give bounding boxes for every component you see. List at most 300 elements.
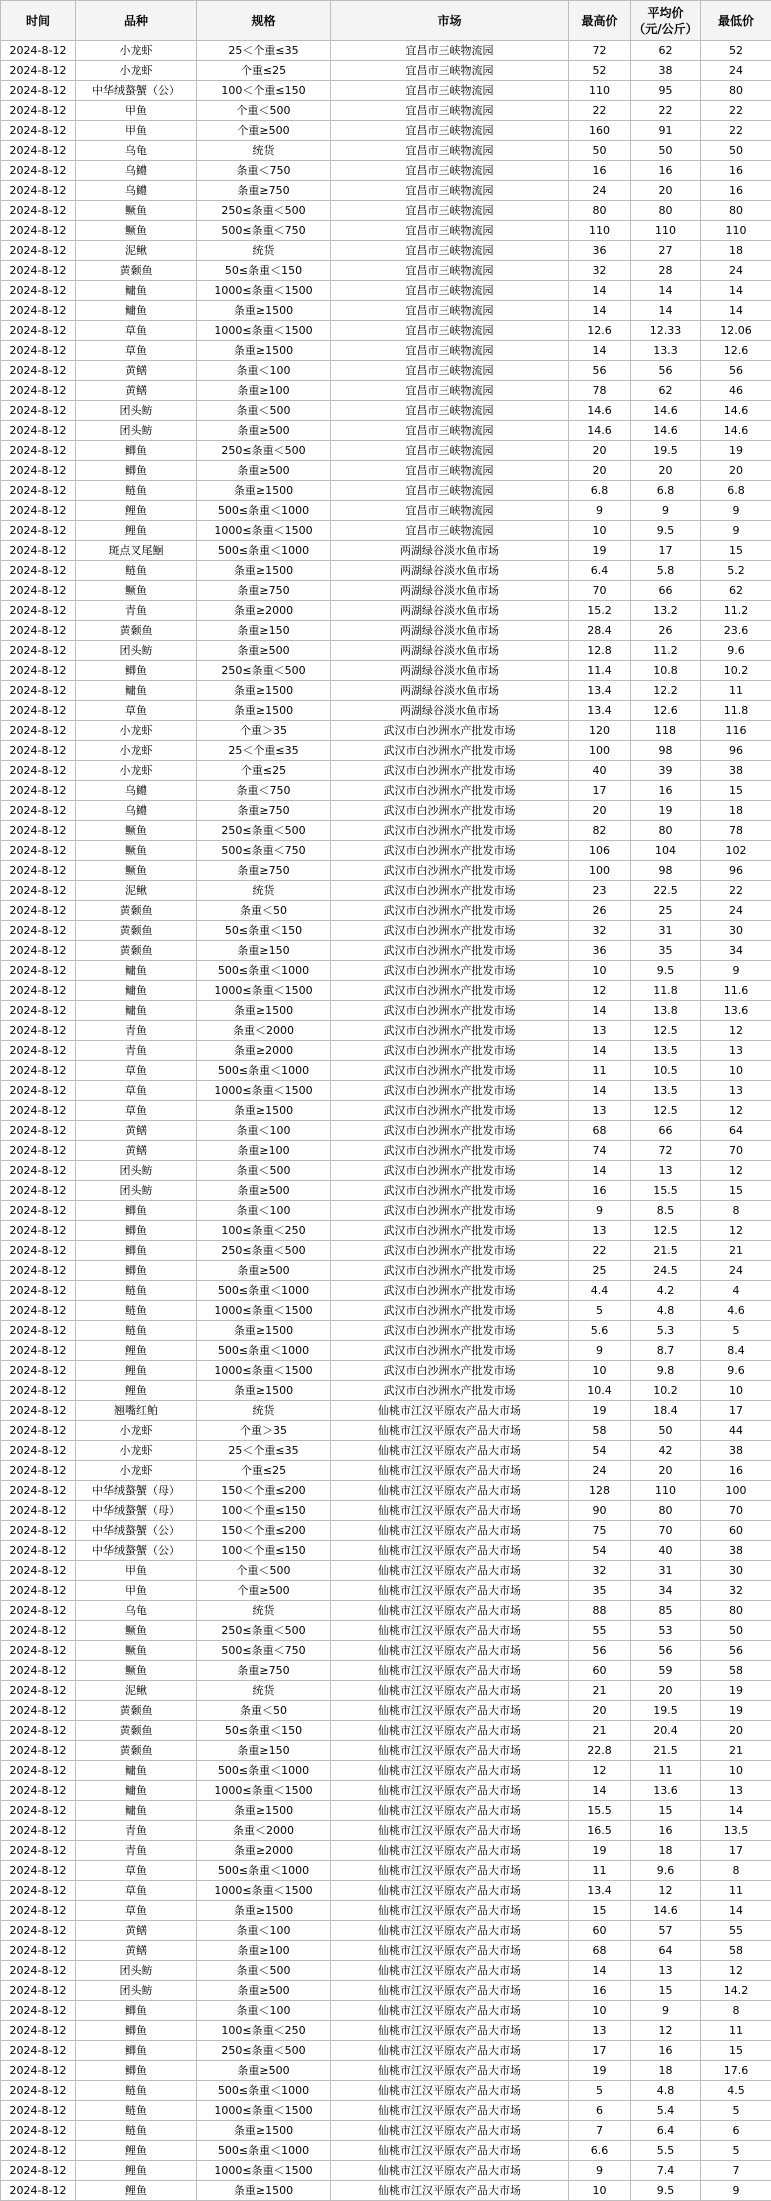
cell-market: 仙桃市江汉平原农产品大市场 [331, 1801, 569, 1821]
cell-avg-price: 28 [631, 261, 701, 281]
cell-variety: 小龙虾 [76, 1421, 197, 1441]
cell-min-price: 64 [701, 1121, 771, 1141]
cell-max-price: 110 [569, 81, 631, 101]
cell-min-price: 38 [701, 1441, 771, 1461]
cell-variety: 团头鲂 [76, 641, 197, 661]
cell-avg-price: 12 [631, 1881, 701, 1901]
cell-max-price: 24 [569, 181, 631, 201]
header-max-price: 最高价 [569, 1, 631, 41]
cell-spec: 100≤条重＜250 [197, 2021, 331, 2041]
cell-variety: 鲫鱼 [76, 461, 197, 481]
cell-avg-price: 110 [631, 1481, 701, 1501]
cell-market: 仙桃市江汉平原农产品大市场 [331, 1721, 569, 1741]
cell-market: 仙桃市江汉平原农产品大市场 [331, 1461, 569, 1481]
cell-time: 2024-8-12 [1, 1701, 76, 1721]
table-row [1, 941, 771, 961]
cell-max-price: 5 [569, 1301, 631, 1321]
cell-variety: 团头鲂 [76, 1981, 197, 2001]
cell-max-price: 9 [569, 1341, 631, 1361]
cell-variety: 鲫鱼 [76, 2041, 197, 2061]
cell-avg-price: 20 [631, 181, 701, 201]
cell-avg-price: 16 [631, 781, 701, 801]
cell-time: 2024-8-12 [1, 361, 76, 381]
cell-time: 2024-8-12 [1, 601, 76, 621]
cell-max-price: 14 [569, 1781, 631, 1801]
table-row [1, 1161, 771, 1181]
cell-time: 2024-8-12 [1, 1421, 76, 1441]
cell-max-price: 106 [569, 841, 631, 861]
cell-time: 2024-8-12 [1, 2041, 76, 2061]
cell-max-price: 52 [569, 61, 631, 81]
cell-avg-price: 12.6 [631, 701, 701, 721]
cell-time: 2024-8-12 [1, 721, 76, 741]
cell-min-price: 52 [701, 41, 771, 61]
cell-avg-price: 11.8 [631, 981, 701, 1001]
cell-spec: 25＜个重≤35 [197, 1441, 331, 1461]
cell-max-price: 14 [569, 1161, 631, 1181]
cell-avg-price: 56 [631, 1641, 701, 1661]
cell-market: 仙桃市江汉平原农产品大市场 [331, 2141, 569, 2161]
cell-variety: 鲫鱼 [76, 1221, 197, 1241]
cell-avg-price: 50 [631, 141, 701, 161]
cell-market: 仙桃市江汉平原农产品大市场 [331, 2081, 569, 2101]
table-row [1, 521, 771, 541]
cell-spec: 个重＜500 [197, 101, 331, 121]
table-row [1, 1541, 771, 1561]
cell-market: 仙桃市江汉平原农产品大市场 [331, 1821, 569, 1841]
cell-market: 武汉市白沙洲水产批发市场 [331, 1221, 569, 1241]
cell-market: 仙桃市江汉平原农产品大市场 [331, 1521, 569, 1541]
cell-avg-price: 40 [631, 1541, 701, 1561]
table-row [1, 2101, 771, 2121]
table-row [1, 81, 771, 101]
cell-max-price: 128 [569, 1481, 631, 1501]
cell-min-price: 17 [701, 1401, 771, 1421]
cell-spec: 250≤条重＜500 [197, 661, 331, 681]
cell-market: 武汉市白沙洲水产批发市场 [331, 1261, 569, 1281]
cell-market: 武汉市白沙洲水产批发市场 [331, 1321, 569, 1341]
cell-avg-price: 19.5 [631, 1701, 701, 1721]
cell-avg-price: 10.2 [631, 1381, 701, 1401]
table-row [1, 141, 771, 161]
cell-avg-price: 8.5 [631, 1201, 701, 1221]
cell-max-price: 17 [569, 781, 631, 801]
cell-max-price: 32 [569, 921, 631, 941]
cell-min-price: 9 [701, 501, 771, 521]
cell-time: 2024-8-12 [1, 1961, 76, 1981]
cell-time: 2024-8-12 [1, 581, 76, 601]
cell-spec: 50≤条重＜150 [197, 921, 331, 941]
cell-max-price: 26 [569, 901, 631, 921]
cell-max-price: 56 [569, 361, 631, 381]
cell-max-price: 14.6 [569, 421, 631, 441]
table-row [1, 641, 771, 661]
cell-market: 仙桃市江汉平原农产品大市场 [331, 2021, 569, 2041]
cell-market: 仙桃市江汉平原农产品大市场 [331, 1901, 569, 1921]
cell-spec: 1000≤条重＜1500 [197, 1881, 331, 1901]
cell-time: 2024-8-12 [1, 1741, 76, 1761]
cell-variety: 青鱼 [76, 1841, 197, 1861]
cell-spec: 个重≥500 [197, 1581, 331, 1601]
cell-avg-price: 5.4 [631, 2101, 701, 2121]
cell-min-price: 23.6 [701, 621, 771, 641]
cell-market: 宜昌市三峡物流园 [331, 141, 569, 161]
cell-spec: 统货 [197, 881, 331, 901]
table-row [1, 601, 771, 621]
cell-time: 2024-8-12 [1, 1461, 76, 1481]
cell-time: 2024-8-12 [1, 761, 76, 781]
cell-time: 2024-8-12 [1, 1141, 76, 1161]
cell-time: 2024-8-12 [1, 801, 76, 821]
cell-min-price: 12 [701, 1021, 771, 1041]
cell-variety: 鲢鱼 [76, 561, 197, 581]
cell-avg-price: 20 [631, 1461, 701, 1481]
cell-spec: 条重≥1500 [197, 1101, 331, 1121]
cell-market: 宜昌市三峡物流园 [331, 41, 569, 61]
cell-market: 武汉市白沙洲水产批发市场 [331, 1061, 569, 1081]
table-row [1, 1421, 771, 1441]
cell-spec: 150＜个重≤200 [197, 1481, 331, 1501]
cell-min-price: 16 [701, 161, 771, 181]
cell-spec: 250≤条重＜500 [197, 1241, 331, 1261]
cell-spec: 500≤条重＜1000 [197, 541, 331, 561]
cell-max-price: 100 [569, 741, 631, 761]
cell-avg-price: 24.5 [631, 1261, 701, 1281]
cell-max-price: 22 [569, 101, 631, 121]
cell-variety: 鲢鱼 [76, 1301, 197, 1321]
cell-market: 仙桃市江汉平原农产品大市场 [331, 2181, 569, 2201]
cell-time: 2024-8-12 [1, 1721, 76, 1741]
cell-time: 2024-8-12 [1, 301, 76, 321]
cell-time: 2024-8-12 [1, 1981, 76, 2001]
cell-max-price: 10 [569, 2181, 631, 2201]
cell-market: 宜昌市三峡物流园 [331, 481, 569, 501]
cell-variety: 草鱼 [76, 1861, 197, 1881]
cell-min-price: 9 [701, 521, 771, 541]
cell-min-price: 78 [701, 821, 771, 841]
cell-time: 2024-8-12 [1, 1041, 76, 1061]
cell-avg-price: 104 [631, 841, 701, 861]
cell-variety: 黄颡鱼 [76, 901, 197, 921]
cell-market: 仙桃市江汉平原农产品大市场 [331, 1421, 569, 1441]
cell-market: 仙桃市江汉平原农产品大市场 [331, 1621, 569, 1641]
cell-spec: 条重≥1500 [197, 561, 331, 581]
cell-max-price: 11.4 [569, 661, 631, 681]
cell-time: 2024-8-12 [1, 701, 76, 721]
cell-time: 2024-8-12 [1, 981, 76, 1001]
cell-time: 2024-8-12 [1, 1821, 76, 1841]
cell-spec: 500≤条重＜1000 [197, 1281, 331, 1301]
cell-market: 武汉市白沙洲水产批发市场 [331, 1201, 569, 1221]
cell-variety: 乌鳢 [76, 181, 197, 201]
cell-variety: 鲫鱼 [76, 1201, 197, 1221]
cell-max-price: 32 [569, 261, 631, 281]
cell-time: 2024-8-12 [1, 281, 76, 301]
cell-min-price: 44 [701, 1421, 771, 1441]
cell-spec: 条重≥500 [197, 1261, 331, 1281]
cell-spec: 条重≥1500 [197, 1801, 331, 1821]
table-row [1, 1061, 771, 1081]
cell-max-price: 82 [569, 821, 631, 841]
table-row [1, 1001, 771, 1021]
cell-min-price: 14.6 [701, 421, 771, 441]
cell-market: 宜昌市三峡物流园 [331, 521, 569, 541]
cell-time: 2024-8-12 [1, 921, 76, 941]
cell-spec: 条重≥1500 [197, 341, 331, 361]
table-row [1, 1181, 771, 1201]
cell-spec: 500≤条重＜1000 [197, 501, 331, 521]
cell-min-price: 80 [701, 1601, 771, 1621]
cell-max-price: 20 [569, 461, 631, 481]
cell-time: 2024-8-12 [1, 681, 76, 701]
cell-min-price: 70 [701, 1501, 771, 1521]
cell-spec: 1000≤条重＜1500 [197, 321, 331, 341]
cell-market: 仙桃市江汉平原农产品大市场 [331, 2001, 569, 2021]
cell-market: 仙桃市江汉平原农产品大市场 [331, 1501, 569, 1521]
cell-spec: 条重≥500 [197, 1981, 331, 2001]
cell-spec: 500≤条重＜1000 [197, 2141, 331, 2161]
cell-time: 2024-8-12 [1, 461, 76, 481]
cell-time: 2024-8-12 [1, 241, 76, 261]
cell-variety: 青鱼 [76, 1821, 197, 1841]
cell-avg-price: 11.2 [631, 641, 701, 661]
cell-avg-price: 18 [631, 1841, 701, 1861]
cell-time: 2024-8-12 [1, 1561, 76, 1581]
cell-min-price: 14 [701, 1901, 771, 1921]
cell-time: 2024-8-12 [1, 101, 76, 121]
cell-min-price: 11.6 [701, 981, 771, 1001]
cell-variety: 鲢鱼 [76, 1281, 197, 1301]
cell-max-price: 80 [569, 201, 631, 221]
cell-avg-price: 8.7 [631, 1341, 701, 1361]
cell-time: 2024-8-12 [1, 1341, 76, 1361]
cell-variety: 草鱼 [76, 341, 197, 361]
cell-time: 2024-8-12 [1, 1641, 76, 1661]
cell-market: 武汉市白沙洲水产批发市场 [331, 801, 569, 821]
cell-time: 2024-8-12 [1, 1221, 76, 1241]
cell-market: 武汉市白沙洲水产批发市场 [331, 1181, 569, 1201]
cell-time: 2024-8-12 [1, 901, 76, 921]
cell-spec: 条重≥750 [197, 861, 331, 881]
cell-min-price: 17 [701, 1841, 771, 1861]
cell-market: 宜昌市三峡物流园 [331, 81, 569, 101]
cell-market: 宜昌市三峡物流园 [331, 441, 569, 461]
cell-variety: 小龙虾 [76, 761, 197, 781]
table-row [1, 761, 771, 781]
cell-min-price: 5.2 [701, 561, 771, 581]
cell-avg-price: 14 [631, 281, 701, 301]
cell-time: 2024-8-12 [1, 1281, 76, 1301]
cell-max-price: 6.8 [569, 481, 631, 501]
cell-market: 两湖绿谷淡水鱼市场 [331, 601, 569, 621]
cell-time: 2024-8-12 [1, 1121, 76, 1141]
table-row [1, 1401, 771, 1421]
cell-market: 两湖绿谷淡水鱼市场 [331, 641, 569, 661]
cell-avg-price: 9.5 [631, 2181, 701, 2201]
table-row [1, 901, 771, 921]
cell-market: 仙桃市江汉平原农产品大市场 [331, 2041, 569, 2061]
table-row [1, 1921, 771, 1941]
cell-variety: 甲鱼 [76, 1581, 197, 1601]
table-row [1, 1961, 771, 1981]
cell-spec: 条重≥1500 [197, 2181, 331, 2201]
cell-variety: 草鱼 [76, 1061, 197, 1081]
cell-variety: 团头鲂 [76, 401, 197, 421]
cell-spec: 100＜个重≤150 [197, 81, 331, 101]
cell-time: 2024-8-12 [1, 1941, 76, 1961]
cell-spec: 1000≤条重＜1500 [197, 1301, 331, 1321]
cell-spec: 250≤条重＜500 [197, 821, 331, 841]
cell-market: 两湖绿谷淡水鱼市场 [331, 581, 569, 601]
cell-min-price: 55 [701, 1921, 771, 1941]
table-row [1, 801, 771, 821]
cell-market: 两湖绿谷淡水鱼市场 [331, 701, 569, 721]
cell-market: 宜昌市三峡物流园 [331, 361, 569, 381]
cell-min-price: 12 [701, 1961, 771, 1981]
cell-avg-price: 4.8 [631, 1301, 701, 1321]
cell-spec: 500≤条重＜1000 [197, 2081, 331, 2101]
cell-market: 宜昌市三峡物流园 [331, 181, 569, 201]
cell-max-price: 4.4 [569, 1281, 631, 1301]
header-unit: （元/公斤） [633, 22, 697, 36]
cell-market: 宜昌市三峡物流园 [331, 221, 569, 241]
table-row [1, 1721, 771, 1741]
cell-variety: 草鱼 [76, 1081, 197, 1101]
cell-market: 武汉市白沙洲水产批发市场 [331, 761, 569, 781]
table-row [1, 2141, 771, 2161]
cell-spec: 条重＜100 [197, 1201, 331, 1221]
cell-avg-price: 6.4 [631, 2121, 701, 2141]
cell-time: 2024-8-12 [1, 1401, 76, 1421]
cell-max-price: 20 [569, 1701, 631, 1721]
table-row [1, 2021, 771, 2041]
cell-time: 2024-8-12 [1, 621, 76, 641]
cell-variety: 草鱼 [76, 1101, 197, 1121]
cell-min-price: 38 [701, 1541, 771, 1561]
table-row [1, 301, 771, 321]
cell-spec: 1000≤条重＜1500 [197, 1081, 331, 1101]
cell-time: 2024-8-12 [1, 1161, 76, 1181]
cell-spec: 500≤条重＜1000 [197, 961, 331, 981]
cell-spec: 条重≥750 [197, 801, 331, 821]
cell-avg-price: 14.6 [631, 401, 701, 421]
header-row [1, 1, 771, 41]
cell-time: 2024-8-12 [1, 1101, 76, 1121]
cell-max-price: 15 [569, 1901, 631, 1921]
cell-variety: 甲鱼 [76, 1561, 197, 1581]
cell-avg-price: 66 [631, 581, 701, 601]
cell-market: 仙桃市江汉平原农产品大市场 [331, 1541, 569, 1561]
cell-max-price: 24 [569, 1461, 631, 1481]
table-row [1, 1301, 771, 1321]
cell-market: 武汉市白沙洲水产批发市场 [331, 1041, 569, 1061]
cell-time: 2024-8-12 [1, 1881, 76, 1901]
cell-spec: 1000≤条重＜1500 [197, 1781, 331, 1801]
cell-avg-price: 9.8 [631, 1361, 701, 1381]
cell-time: 2024-8-12 [1, 81, 76, 101]
table-row [1, 661, 771, 681]
cell-avg-price: 16 [631, 1821, 701, 1841]
cell-spec: 条重≥1500 [197, 481, 331, 501]
cell-variety: 黄鳝 [76, 361, 197, 381]
cell-avg-price: 10.8 [631, 661, 701, 681]
cell-variety: 黄颡鱼 [76, 1701, 197, 1721]
cell-market: 仙桃市江汉平原农产品大市场 [331, 1401, 569, 1421]
cell-min-price: 13 [701, 1781, 771, 1801]
cell-max-price: 14 [569, 1081, 631, 1101]
cell-variety: 鲤鱼 [76, 2161, 197, 2181]
cell-time: 2024-8-12 [1, 1861, 76, 1881]
cell-time: 2024-8-12 [1, 1801, 76, 1821]
cell-min-price: 46 [701, 381, 771, 401]
cell-min-price: 102 [701, 841, 771, 861]
table-row [1, 1901, 771, 1921]
cell-spec: 50≤条重＜150 [197, 261, 331, 281]
table-row [1, 201, 771, 221]
table-row [1, 781, 771, 801]
cell-avg-price: 12.5 [631, 1101, 701, 1121]
cell-min-price: 15 [701, 1181, 771, 1201]
cell-variety: 甲鱼 [76, 121, 197, 141]
cell-market: 宜昌市三峡物流园 [331, 381, 569, 401]
cell-spec: 个重≤25 [197, 1461, 331, 1481]
cell-spec: 500≤条重＜1000 [197, 1861, 331, 1881]
table-row [1, 1601, 771, 1621]
cell-market: 武汉市白沙洲水产批发市场 [331, 1361, 569, 1381]
cell-spec: 条重≥1500 [197, 2121, 331, 2141]
cell-max-price: 14 [569, 1961, 631, 1981]
cell-max-price: 22 [569, 1241, 631, 1261]
cell-variety: 草鱼 [76, 1881, 197, 1901]
table-row [1, 981, 771, 1001]
cell-max-price: 11 [569, 1861, 631, 1881]
cell-max-price: 6.4 [569, 561, 631, 581]
cell-variety: 泥鳅 [76, 881, 197, 901]
cell-variety: 鲤鱼 [76, 501, 197, 521]
cell-spec: 条重≥1500 [197, 681, 331, 701]
cell-market: 宜昌市三峡物流园 [331, 201, 569, 221]
cell-market: 仙桃市江汉平原农产品大市场 [331, 1641, 569, 1661]
cell-spec: 个重≤25 [197, 761, 331, 781]
cell-market: 武汉市白沙洲水产批发市场 [331, 1001, 569, 1021]
cell-spec: 个重≤25 [197, 61, 331, 81]
cell-spec: 25＜个重≤35 [197, 41, 331, 61]
cell-time: 2024-8-12 [1, 561, 76, 581]
cell-market: 宜昌市三峡物流园 [331, 241, 569, 261]
cell-market: 仙桃市江汉平原农产品大市场 [331, 1441, 569, 1461]
table-row [1, 701, 771, 721]
cell-min-price: 70 [701, 1141, 771, 1161]
table-row [1, 1101, 771, 1121]
table-row [1, 1701, 771, 1721]
cell-spec: 100＜个重≤150 [197, 1501, 331, 1521]
cell-avg-price: 64 [631, 1941, 701, 1961]
cell-market: 武汉市白沙洲水产批发市场 [331, 1101, 569, 1121]
cell-variety: 鲫鱼 [76, 2001, 197, 2021]
table-row [1, 1501, 771, 1521]
table-row [1, 441, 771, 461]
cell-spec: 个重＞35 [197, 721, 331, 741]
cell-avg-price: 14 [631, 301, 701, 321]
cell-max-price: 14 [569, 1041, 631, 1061]
cell-min-price: 50 [701, 1621, 771, 1641]
cell-time: 2024-8-12 [1, 1241, 76, 1261]
cell-variety: 团头鲂 [76, 421, 197, 441]
cell-avg-price: 15 [631, 1981, 701, 2001]
cell-market: 两湖绿谷淡水鱼市场 [331, 681, 569, 701]
cell-max-price: 12 [569, 1761, 631, 1781]
cell-market: 武汉市白沙洲水产批发市场 [331, 1381, 569, 1401]
